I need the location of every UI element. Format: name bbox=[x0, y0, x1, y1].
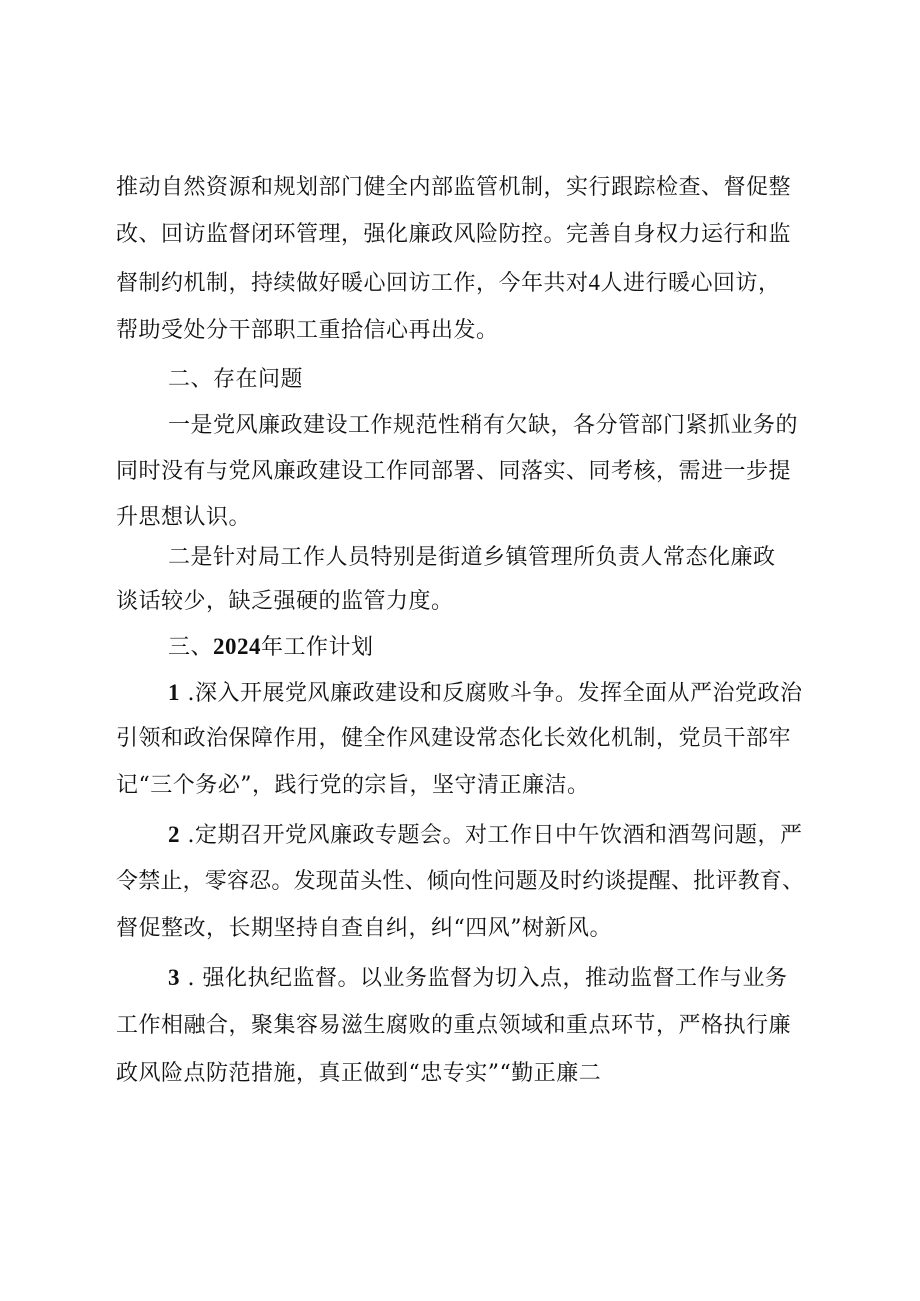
section-heading-year: 2024 bbox=[213, 634, 262, 659]
plan-item-line bbox=[168, 962, 787, 995]
paragraph-line: 记“三个务必”，践行党的宗旨，坚守清正廉洁。 bbox=[116, 773, 590, 798]
paragraph-line: 谈话较少，缺乏强硬的监管力度。 bbox=[116, 589, 454, 614]
plan-item-line bbox=[168, 819, 803, 852]
section-heading bbox=[168, 631, 374, 664]
plan-text: .深入开展党风廉政建设和反腐败斗争。发挥全面从严治党政治 bbox=[180, 681, 803, 706]
paragraph-text: 督制约机制，持续做好暖心回访工作，今年共对 bbox=[116, 271, 589, 296]
paragraph-line: 引领和政治保障作用，健全作风建设常态化长效化机制，党员干部牢 bbox=[116, 726, 792, 751]
count-number: 4 bbox=[588, 270, 601, 295]
section-heading: 二、存在问题 bbox=[168, 367, 304, 392]
paragraph-line: 一是党风廉政建设工作规范性稍有欠缺，各分管部门紧抓业务的 bbox=[168, 413, 799, 438]
paragraph-line: 令禁止，零容忍。发现苗头性、倾向性问题及时约谈提醒、批评教育、 bbox=[116, 869, 805, 894]
paragraph-line: 改、回访监督闭环管理，强化廉政风险防控。完善自身权力运行和监 bbox=[116, 222, 792, 247]
plan-item-line bbox=[168, 677, 803, 710]
paragraph-line: 督促整改，长期坚持自查自纠，纠“四风”树新风。 bbox=[116, 916, 612, 941]
paragraph-line: 推动自然资源和规划部门健全内部监管机制，实行跟踪检查、督促整 bbox=[116, 175, 792, 200]
paragraph-text: 人进行暖心回访， bbox=[600, 271, 781, 296]
paragraph-line bbox=[116, 267, 781, 300]
paragraph-line: 工作相融合，聚集容易滋生腐败的重点领域和重点环节，严格执行廉 bbox=[116, 1013, 792, 1038]
plan-number: 3 bbox=[168, 965, 180, 990]
plan-number: 2 bbox=[168, 822, 180, 847]
paragraph-line: 政风险点防范措施，真正做到“忠专实”“勤正廉二 bbox=[116, 1061, 602, 1086]
paragraph-line: 二是针对局工作人员特别是街道乡镇管理所负责人常态化廉政 bbox=[168, 545, 776, 570]
paragraph-line: 同时没有与党风廉政建设工作同部署、同落实、同考核，需进一步提 bbox=[116, 459, 792, 484]
section-heading-prefix: 三、 bbox=[168, 635, 214, 660]
section-heading-suffix: 年工作计划 bbox=[261, 635, 374, 660]
plan-text: . 强化执纪监督。以业务监督为切入点，推动监督工作与业务 bbox=[180, 966, 788, 991]
plan-number: 1 bbox=[168, 680, 180, 705]
plan-text: .定期召开党风廉政专题会。对工作日中午饮酒和酒驾问题，严 bbox=[180, 823, 803, 848]
paragraph-line: 升思想认识。 bbox=[116, 505, 252, 530]
paragraph-line: 帮助受处分干部职工重拾信心再出发。 bbox=[116, 318, 499, 343]
